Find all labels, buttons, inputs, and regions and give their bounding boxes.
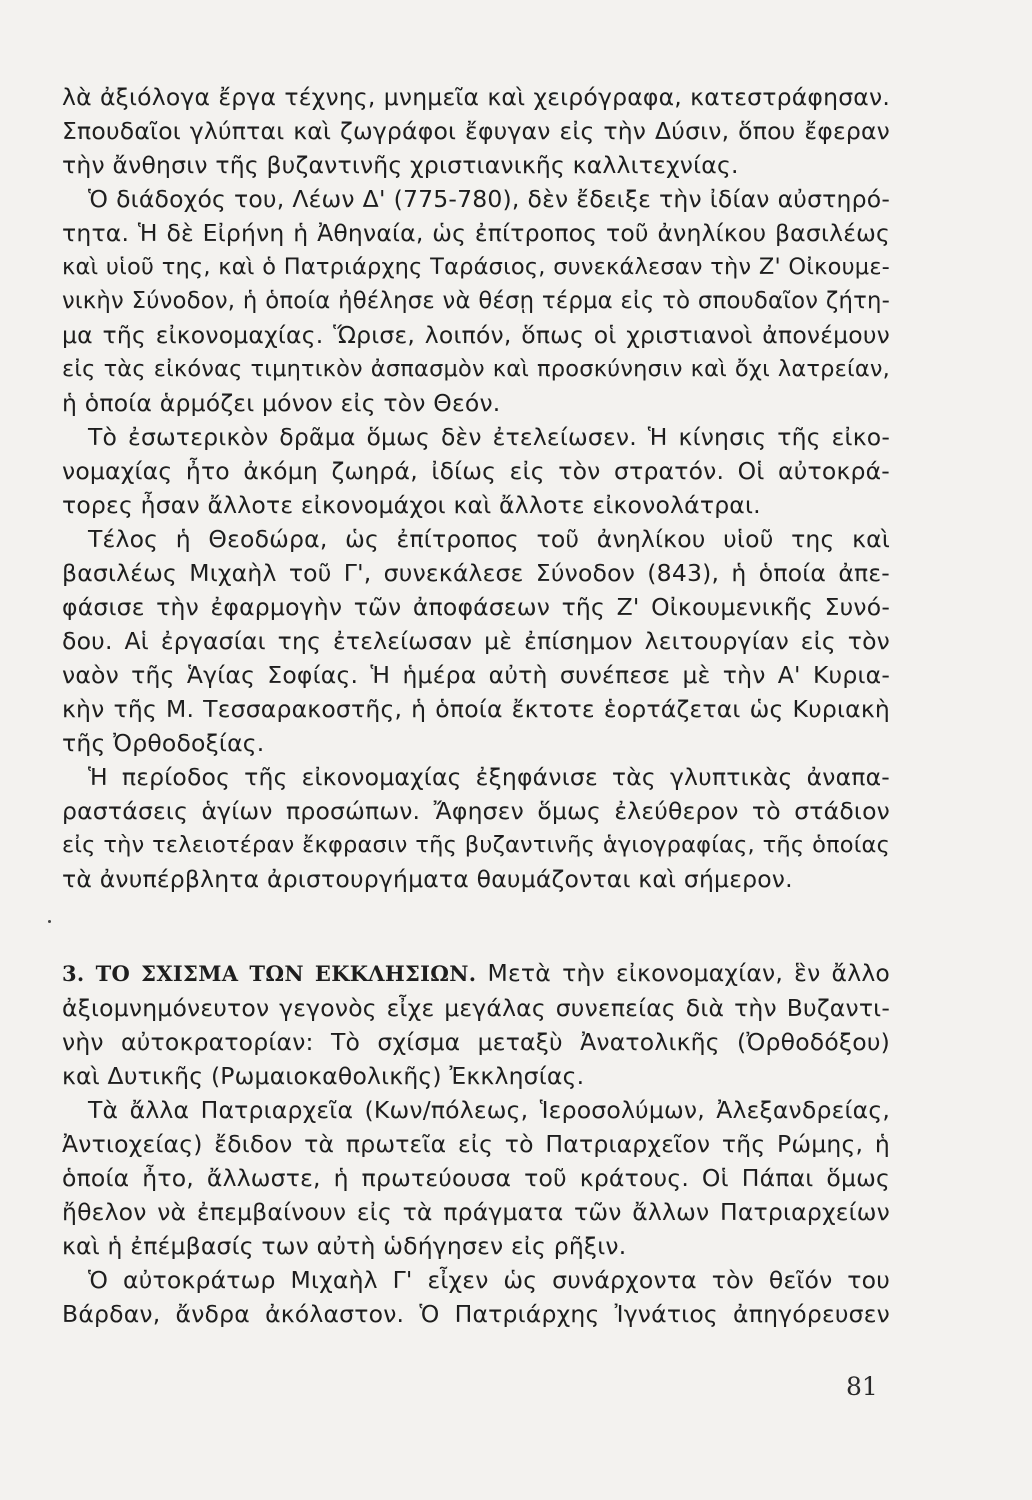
text-line: καὶ ἡ ἐπέμβασίς των αὐτὴ ὡδήγησεν εἰς ρῆξιν. [62, 1232, 627, 1260]
text-line: ὁποία ἦτο, ἄλλωστε, ἡ πρωτεύουσα τοῦ κράτους. Οἱ Πάπαι ὅμως [62, 1164, 890, 1192]
text-line: φάσισε τὴν ἐφαρμογὴν τῶν ἀποφάσεων τῆς Ζ' Οἰκουμενικῆς Συνό- [62, 593, 890, 621]
text-line: δου. Αἱ ἐργασίαι της ἐτελείωσαν μὲ ἐπίσημον λειτουργίαν εἰς τὸν [62, 627, 890, 655]
text-line: Σπουδαῖοι γλύπται καὶ ζωγράφοι ἔφυγαν εἰς τὴν Δύσιν, ὅπου ἔφεραν [62, 117, 890, 145]
text-line: Ἀντιοχείας) ἔδιδον τὰ πρωτεῖα εἰς τὸ Πατριαρχεῖον τῆς Ρώμης, ἡ [62, 1130, 890, 1158]
text-line: νὴν αὐτοκρατορίαν: Τὸ σχίσμα μεταξὺ Ἀνατολικῆς (Ὀρθοδόξου) [62, 1028, 890, 1056]
page-number: 81 [846, 1372, 878, 1401]
text-line: ραστάσεις ἁγίων προσώπων. Ἄφησεν ὅμως ἐλεύθερον τὸ στάδιον [62, 797, 890, 825]
text-line: νικὴν Σύνοδον, ἡ ὁποία ἠθέλησε νὰ θέσῃ τέρμα εἰς τὸ σπουδαῖον ζήτη- [62, 288, 890, 314]
text-line: ναὸν τῆς Ἁγίας Σοφίας. Ἡ ἡμέρα αὐτὴ συνέπεσε μὲ τὴν Α' Κυρια- [62, 661, 890, 689]
text-line: νομαχίας ἦτο ἀκόμη ζωηρά, ἰδίως εἰς τὸν στρατόν. Οἱ αὐτοκρά- [62, 457, 890, 485]
text-line: Βάρδαν, ἄνδρα ἀκόλαστον. Ὁ Πατριάρχης Ἰγνάτιος ἀπηγόρευσεν [62, 1300, 890, 1328]
text-line: βασιλέως Μιχαὴλ τοῦ Γ', συνεκάλεσε Σύνοδον (843), ἡ ὁποία ἀπε- [62, 559, 890, 587]
section-heading: 3. ΤΟ ΣΧΙΣΜΑ ΤΩΝ ΕΚΚΛΗΣΙΩΝ. [62, 961, 477, 986]
section-heading-rest: Μετὰ τὴν εἰκονομαχίαν, ἓν ἄλλο [487, 959, 891, 987]
text-line: καὶ Δυτικῆς (Ρωμαιοκαθολικῆς) Ἐκκλησίας. [62, 1062, 585, 1090]
text-line: τὴν ἄνθησιν τῆς βυζαντινῆς χριστιανικῆς καλλιτεχνίας. [62, 151, 739, 179]
text-line: εἰς τὴν τελειοτέραν ἔκφρασιν τῆς βυζαντινῆς ἁγιογραφίας, τῆς ὁποίας [62, 832, 890, 858]
text-line: Ὁ διάδοχός του, Λέων Δ' (775-780), δὲν ἔδειξε τὴν ἰδίαν αὐστηρό- [88, 185, 890, 213]
text-line: Τὰ ἄλλα Πατριαρχεῖα (Κων/πόλεως, Ἱεροσολύμων, Ἀλεξανδρείας, [88, 1096, 890, 1124]
text-line: Τὸ ἐσωτερικὸν δρᾶμα ὅμως δὲν ἐτελείωσεν. Ἡ κίνησις τῆς εἰκο- [88, 423, 890, 451]
text-line: μα τῆς εἰκονομαχίας. Ὥρισε, λοιπόν, ὅπως οἱ χριστιανοὶ ἀπονέμουν [62, 321, 890, 349]
text-line: τητα. Ἡ δὲ Εἰρήνη ἡ Ἀθηναία, ὡς ἐπίτροπος τοῦ ἀνηλίκου βασιλέως [62, 219, 890, 247]
text-line: καὶ υἱοῦ της, καὶ ὁ Πατριάρχης Ταράσιος, συνεκάλεσαν τὴν Ζ' Οἰκουμε- [62, 254, 890, 280]
body-text-top [62, 80, 890, 896]
text-line: ἡ ὁποία ἁρμόζει μόνον εἰς τὸν Θεόν. [62, 389, 501, 417]
text-line: ἤθελον νὰ ἐπεμβαίνουν εἰς τὰ πράγματα τῶν ἄλλων Πατριαρχείων [62, 1198, 890, 1226]
text-line: τὰ ἀνυπέρβλητα ἀριστουργήματα θαυμάζονται καὶ σήμερον. [62, 865, 793, 893]
section-heading-line [62, 956, 890, 991]
text-line: Τέλος ἡ Θεοδώρα, ὡς ἐπίτροπος τοῦ ἀνηλίκου υἱοῦ της καὶ [88, 525, 890, 553]
text-line: εἰς τὰς εἰκόνας τιμητικὸν ἀσπασμὸν καὶ προσκύνησιν καὶ ὄχι λατρείαν, [62, 356, 890, 382]
text-line: τῆς Ὀρθοδοξίας. [62, 729, 265, 757]
body-text-bottom [62, 956, 890, 1331]
text-line: λὰ ἀξιόλογα ἔργα τέχνης, μνημεῖα καὶ χειρόγραφα, κατεστράφησαν. [62, 83, 890, 111]
text-line: ἀξιομνημόνευτον γεγονὸς εἶχε μεγάλας συνεπείας διὰ τὴν Βυζαντι- [62, 994, 890, 1022]
text-line: Ἡ περίοδος τῆς εἰκονομαχίας ἐξηφάνισε τὰς γλυπτικὰς ἀναπα- [88, 763, 890, 791]
print-speck [48, 920, 51, 923]
text-line: κὴν τῆς Μ. Τεσσαρακοστῆς, ἡ ὁποία ἔκτοτε ἑορτάζεται ὡς Κυριακὴ [62, 695, 890, 723]
text-line: Ὁ αὐτοκράτωρ Μιχαὴλ Γ' εἶχεν ὡς συνάρχοντα τὸν θεῖόν του [88, 1266, 890, 1294]
text-line: τορες ἦσαν ἄλλοτε εἰκονομάχοι καὶ ἄλλοτε εἰκονολάτραι. [62, 491, 761, 519]
